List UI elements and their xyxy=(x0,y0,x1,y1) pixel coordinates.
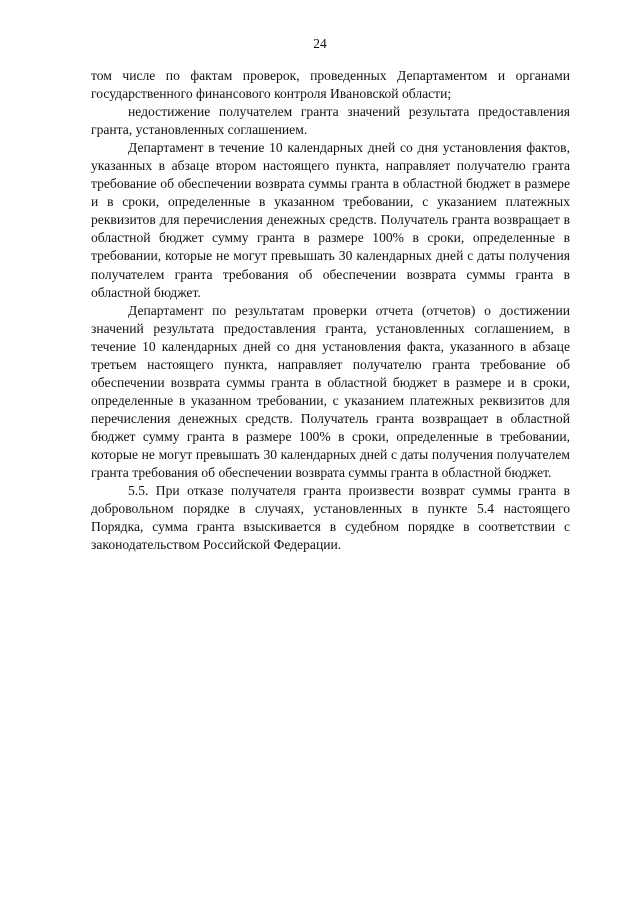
page-number: 24 xyxy=(313,36,327,51)
paragraph-refund-demand: Департамент в течение 10 календарных дней со дня установления фактов, указанных в абзаце втором настоящего пункта, направляет получателю гранта требование об обеспечении возврата суммы гранта в областной бюджет в размере и в сроки, определенные в указанном требовании, с указанием платежных реквизитов для перечисления денежных средств. Получатель гранта возвращает в областной бюджет сумму гранта в размере 100% в сроки, определенные в требовании, которые не могут превышать 30 календарных дней с даты получения получателем гранта требования об обеспечении возврата суммы гранта в областной бюджет. xyxy=(91,140,570,300)
paragraph-report-check: Департамент по результатам проверки отчета (отчетов) о достижении значений результата предоставления гранта, установленных соглашением, в течение 10 календарных дней со дня установления факта, указанного в абзаце третьем настоящего пункта, направляет получателю гранта требование об обеспечении возврата суммы гранта в областной бюджет в размере и в сроки, определенные в указанном требовании, с указанием платежных реквизитов для перечисления денежных средств. Получатель гранта возвращает в областной бюджет сумму гранта в размере 100% в сроки, определенные в требовании, которые не могут превышать 30 календарных дней с даты получения получателем гранта требования об обеспечении возврата суммы гранта в областной бюджет. xyxy=(91,302,570,481)
paragraph-not-achieved: недостижение получателем гранта значений результата предоставления гранта, установленных соглашением. xyxy=(91,104,570,138)
paragraph-continuation: том числе по фактам проверок, проведенных Департаментом и органами государственного финансового контроля Ивановской области; xyxy=(91,68,570,102)
document-body xyxy=(91,67,570,554)
paragraph-court-recovery: 5.5. При отказе получателя гранта произвести возврат суммы гранта в добровольном порядке в случаях, установленных в пункте 5.4 настоящего Порядка, сумма гранта взыскивается в судебном порядке в соответствии с законодательством Российской Федерации. xyxy=(91,483,570,553)
